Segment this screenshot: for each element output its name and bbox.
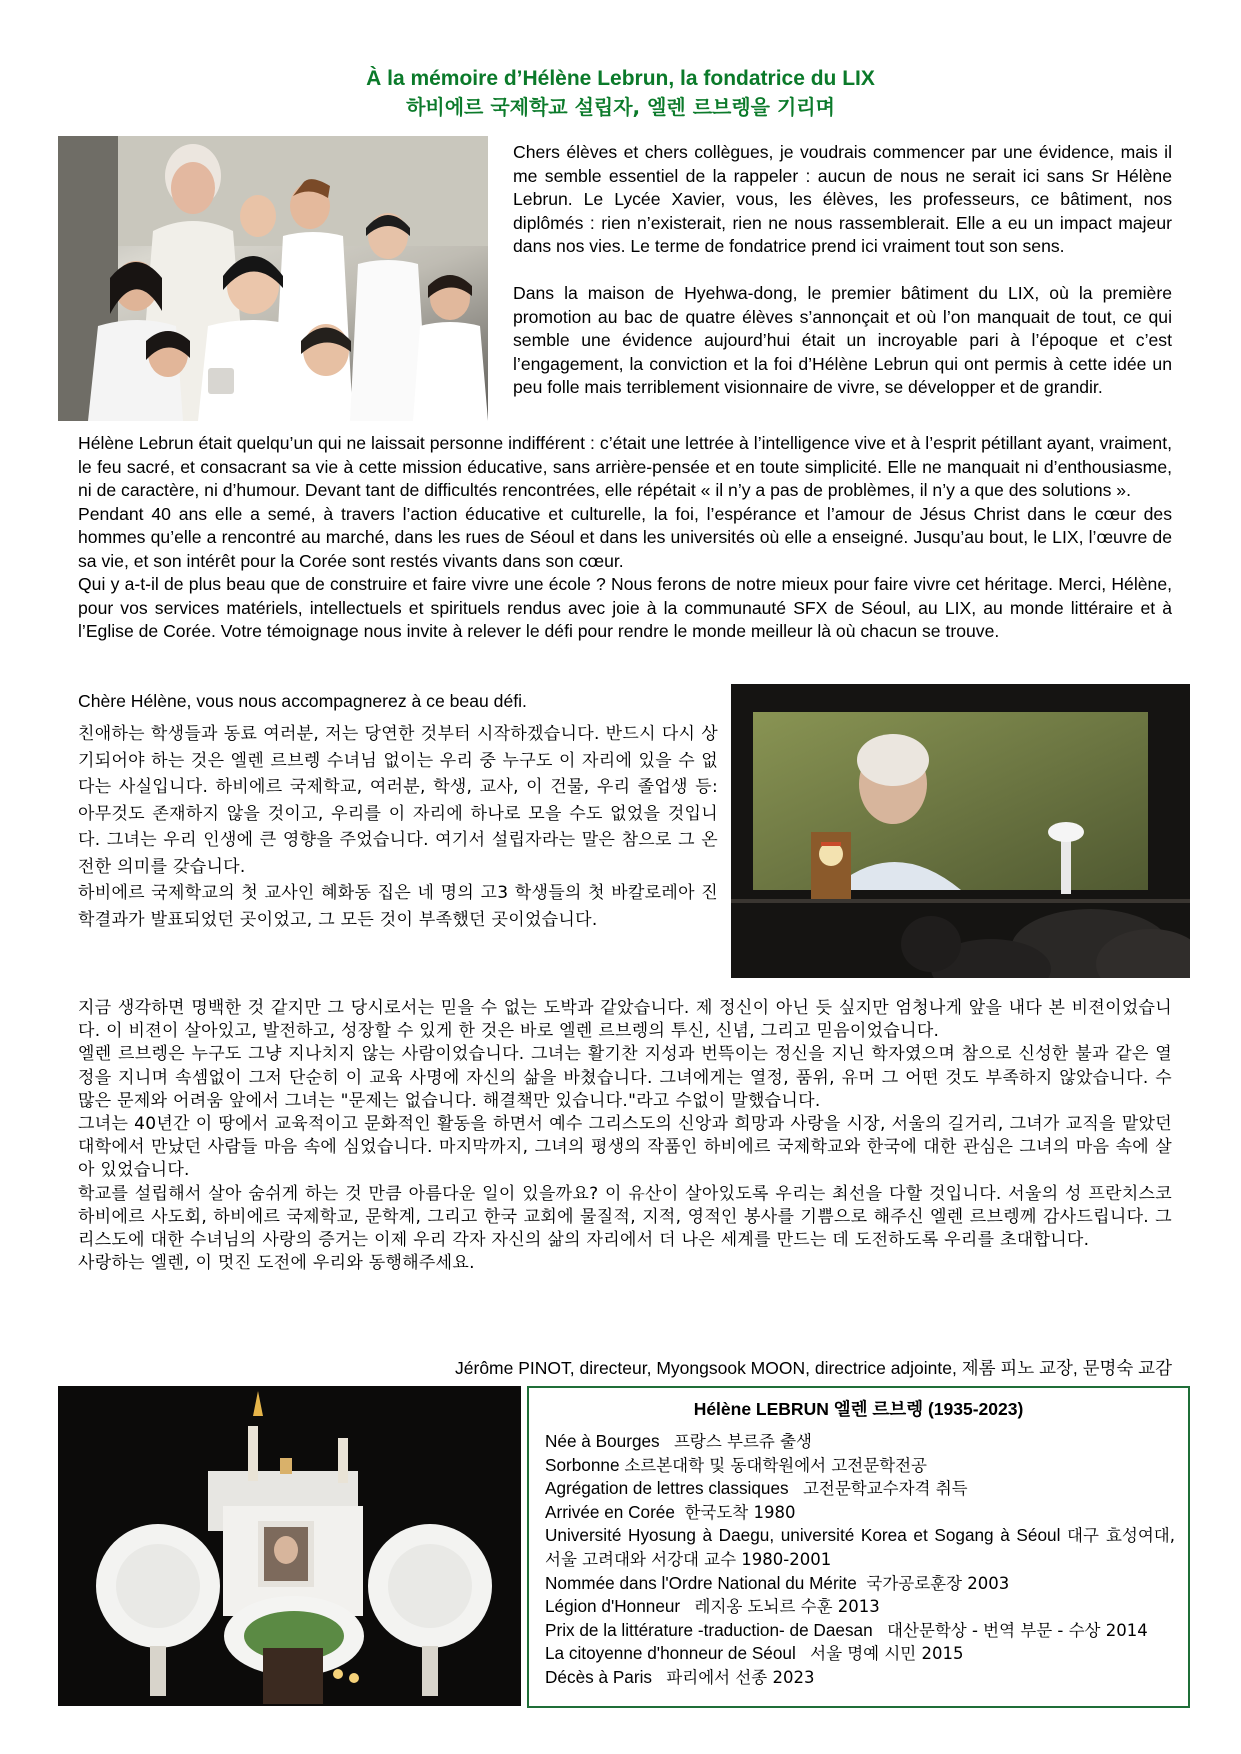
bio-item-fr: Née à Bourges bbox=[545, 1431, 660, 1451]
photo-memorial-screen bbox=[731, 684, 1190, 978]
altar-illustration bbox=[58, 1386, 521, 1706]
bio-item-fr: Nommée dans l'Ordre National du Mérite bbox=[545, 1572, 857, 1593]
french-paragraph: Qui y a-t-il de plus beau que de construire et faire vivre une école ? Nous ferons de notre mieux pour faire vivre cet héritage. Merci, Hélène, pour vos services matériels, intellectuels et spirituels rendus avec joie à la communauté SFX de Séoul, au LIX, au monde littéraire et à l’Eglise de Corée. Votre témoignage nous invite à relever le défi pour rendre le monde meilleur là où chacun se trouve. bbox=[78, 574, 1172, 641]
korean-paragraph: 그녀는 40년간 이 땅에서 교육적이고 문화적인 활동을 하면서 예수 그리스도의 신앙과 희망과 사랑을 시장, 서울의 길거리, 그녀가 교직을 맡았던 대학에서 만났던 사람들 마음 속에 심었습니다. 마지막까지, 그녀의 평생의 작품인 하비에르 국제학교와 한국에 대한 관심은 그녀의 마음 속에 살아 있었습니다. bbox=[78, 1114, 1172, 1181]
bio-item-fr: Agrégation de lettres classiques bbox=[545, 1478, 789, 1499]
memorial-screen-illustration bbox=[731, 684, 1190, 978]
bio-item-fr: Légion d'Honneur bbox=[545, 1596, 681, 1617]
korean-paragraph: 엘렌 르브렝은 누구도 그냥 지나치지 않는 사람이었습니다. 그녀는 활기찬 지성과 번뜩이는 정신을 지닌 학자였으며 참으로 신성한 불과 같은 열정을 지니며 속셈없이 그저 단순히 이 교육 사명에 자신의 삶을 바쳤습니다. 그녀에게는 열정, 품위, 유머 그 어떤 것도 부족하지 않았습니다. 수 많은 문제와 어려움 앞에서 그녀는 "문제는 없습니다. 해결책만 있습니다."라고 수없이 말했습니다. bbox=[78, 1044, 1172, 1111]
bio-item-fr: Sorbonne bbox=[545, 1454, 620, 1475]
page-title: À la mémoire d’Hélène Lebrun, la fondatrice du LIX bbox=[366, 67, 875, 90]
biography-item bbox=[545, 1666, 1175, 1690]
biography-list bbox=[545, 1430, 1175, 1690]
korean-paragraph: 하비에르 국제학교의 첫 교사인 혜화동 집은 네 명의 고3 학생들의 첫 바칼로레아 진학결과가 발표되었던 곳이었고, 그 모든 것이 부족했던 곳이었습니다. bbox=[78, 883, 718, 930]
biography-item bbox=[545, 1524, 1175, 1571]
bio-item-fr: Université Hyosung à Daegu, université Korea et Sogang à Séoul bbox=[545, 1525, 1061, 1546]
intro-paragraph-1: Chers élèves et chers collègues, je voudrais commencer par une évidence, mais il me semble essentiel de la rappeler : aucun de nous ne serait ici sans Sr Hélène Lebrun. Le Lycée Xavier, vous, les élèves, les professeurs, ce bâtiment, nos diplômés : rien n’existerait, rien ne nous rassemblerait. Elle a eu un impact majeur dans nos vies. Le terme de fondatrice prend ici vraiment tout son sens. bbox=[513, 142, 1172, 256]
bio-item-ko: 서울 명예 시민 2015 bbox=[810, 1644, 964, 1664]
bio-item-ko: 고전문학교수자격 취득 bbox=[802, 1479, 968, 1499]
biography-item bbox=[545, 1572, 1175, 1596]
biography-item bbox=[545, 1477, 1175, 1501]
bio-item-ko: 레지옹 도뇌르 수훈 2013 bbox=[694, 1597, 880, 1617]
biography-item bbox=[545, 1642, 1175, 1666]
biography-item bbox=[545, 1454, 1175, 1478]
french-body bbox=[78, 432, 1172, 644]
biography-box bbox=[527, 1386, 1190, 1708]
students-photo-illustration bbox=[58, 136, 488, 421]
bio-item-fr: Arrivée en Corée bbox=[545, 1501, 675, 1522]
signature: Jérôme PINOT, directeur, Myongsook MOON, directrice adjointe, 제롬 피노 교장, 문명숙 교감 bbox=[455, 1358, 1172, 1378]
bio-item-ko: 대산문학상 - 번역 부문 - 수상 2014 bbox=[887, 1620, 1148, 1640]
korean-paragraph: 사랑하는 엘렌, 이 멋진 도전에 우리와 동행해주세요. bbox=[78, 1253, 475, 1274]
intro-paragraph-2: Dans la maison de Hyehwa-dong, le premier bâtiment du LIX, où la première promotion au bac de quatre élèves s’annonçait et où l’on manquait de tout, ce qui semble une évidence aujourd’hui était un incroyable pari à l’époque et c’est l’engagement, la conviction et la foi d’Hélène Lebrun qui ont permis à cette idée un peu folle mais terriblement visionnaire de vivre, se développer et de grandir. bbox=[513, 283, 1172, 397]
photo-helene-with-students bbox=[58, 136, 488, 421]
bio-item-fr: La citoyenne d'honneur de Séoul bbox=[545, 1643, 796, 1664]
biography-item bbox=[545, 1501, 1175, 1525]
biography-item bbox=[545, 1595, 1175, 1619]
biography-title: Hélène LEBRUN 엘렌 르브렝 (1935-2023) bbox=[693, 1399, 1024, 1419]
bio-item-ko: 프랑스 부르쥬 출생 bbox=[673, 1432, 812, 1451]
bio-item-ko: 대구 효성여대, 서울 고려대와 서강대 교수 1980-2001 bbox=[545, 1526, 1175, 1569]
photo-memorial-altar bbox=[58, 1386, 521, 1706]
bio-item-ko: 국가공로훈장 2003 bbox=[866, 1573, 1010, 1593]
korean-paragraph: 지금 생각하면 명백한 것 같지만 그 당시로서는 믿을 수 없는 도박과 같았습니다. 제 정신이 아닌 듯 싶지만 엄청나게 앞을 내다 본 비젼이었습니다. 이 비젼이 살아있고, 발전하고, 성장할 수 있게 한 것은 바로 엘렌 르브렝의 투신, 신념, 그리고 믿음이었습니다. bbox=[78, 998, 1172, 1042]
korean-paragraph: 학교를 설립해서 살아 숨쉬게 하는 것 만큼 아름다운 일이 있을까요? 이 유산이 살아있도록 우리는 최선을 다할 것입니다. 서울의 성 프란치스코 하비에르 사도회, 하비에르 국제학교, 문학계, 그리고 한국 교회에 물질적, 지적, 영적인 봉사를 기쁨으로 해주신 엘렌 르브렝께 감사드립니다. 그리스도에 대한 수녀님의 사랑의 증거는 이제 우리 각자 자신의 삶의 자리에서 더 나은 세계를 만드는 데 도전하도록 우리를 초대합니다. bbox=[78, 1183, 1172, 1251]
french-closing: Chère Hélène, vous nous accompagnerez à ce beau défi. bbox=[78, 691, 527, 711]
bio-item-ko: 소르본대학 및 동대학원에서 고전문학전공 bbox=[624, 1455, 927, 1475]
bio-item-fr: Prix de la littérature -traduction- de Daesan bbox=[545, 1619, 873, 1640]
page-title-korean: 하비에르 국제학교 설립자, 엘렌 르브렝을 기리며 bbox=[406, 95, 835, 119]
biography-item bbox=[545, 1430, 1175, 1454]
bio-item-fr: Décès à Paris bbox=[545, 1666, 652, 1687]
korean-body bbox=[78, 997, 1172, 1275]
biography-item bbox=[545, 1619, 1175, 1643]
french-paragraph: Hélène Lebrun était quelqu’un qui ne laissait personne indifférent : c’était une lettrée à l’intelligence vive et à l’esprit pétillant ayant, vraiment, le feu sacré, et consacrant sa vie à cette mission éducative, sans arrière-pensée et en toute simplicité. Elle ne manquait ni d’enthousiasme, ni de caractère, ni d’humour. Devant tant de difficultés rencontrées, elle répétait « il n’y a pas de problèmes, il n’y a que des solutions ». bbox=[78, 433, 1172, 500]
korean-paragraph: 친애하는 학생들과 동료 여러분, 저는 당연한 것부터 시작하겠습니다. 반드시 다시 상기되어야 하는 것은 엘렌 르브렝 수녀님 없이는 우리 중 누구도 이 자리에 있을 수 없다는 사실입니다. 하비에르 국제학교, 여러분, 학생, 교사, 이 건물, 우리 졸업생 등: 아무것도 존재하지 않을 것이고, 우리를 이 자리에 하나로 모을 수도 없었을 것입니다. 그녀는 우리 인생에 큰 영향을 주었습니다. 여기서 설립자라는 말은 참으로 그 온전한 의미를 갖습니다. bbox=[78, 724, 718, 877]
bio-item-ko: 파리에서 선종 2023 bbox=[666, 1667, 815, 1687]
french-paragraph: Pendant 40 ans elle a semé, à travers l’action éducative et culturelle, la foi, l’espérance et l’amour de Jésus Christ dans le cœur des hommes qu’elle a rencontré au marché, dans les rues de Séoul et dans les universités où elle a enseigné. Jusqu’au bout, le LIX, l’œuvre de sa vie, et son intérêt pour la Corée sont restés vivants dans son cœur. bbox=[78, 503, 1172, 571]
bio-item-ko: 한국도착 1980 bbox=[684, 1502, 796, 1522]
korean-top-text bbox=[78, 721, 718, 933]
